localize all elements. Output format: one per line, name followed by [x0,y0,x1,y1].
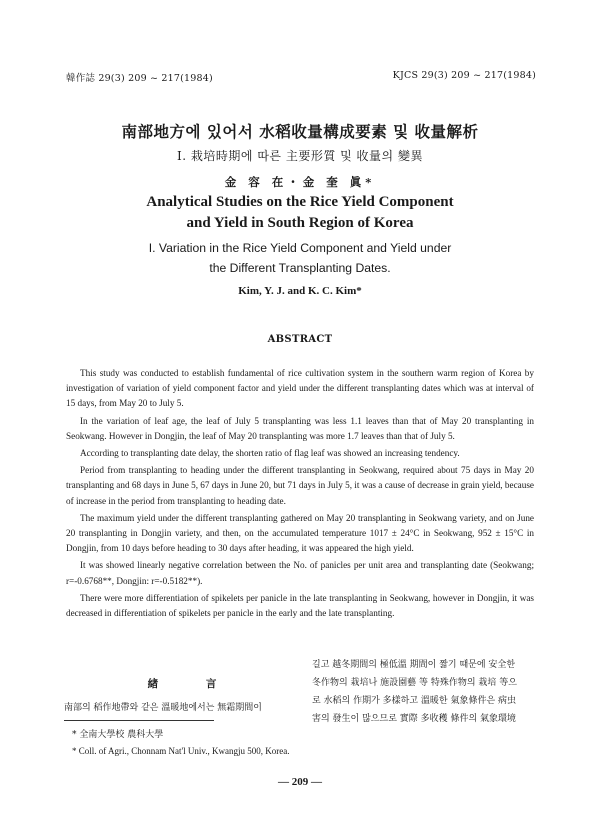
abstract-paragraph: According to transplanting date delay, the shorten ratio of flag leaf was showed an increasing tendency. [80,448,460,459]
english-title-line-1: Analytical Studies on the Rice Yield Component [146,194,454,210]
korean-title: 南部地方에 있어서 水稻收量構成要素 및 收量解析 [121,122,479,141]
abstract-body [66,366,534,623]
intro-left-line: 南部의 稻作地帶와 같은 溫暖地에서는 無霜期間이 [64,703,262,713]
intro-right-line: 길고 越冬期間의 極低溫 期間이 짧기 때문에 安全한 [312,660,516,670]
footnote-divider [64,720,214,721]
abstract-paragraph: In the variation of leaf age, the leaf of July 5 transplanting was less 1.1 leaves than that of May 20 transplanting in Seokwang. However in Dongjin, the leaf of May 20 transplanting was more 1.7 leaves than that of July 5. [66,415,534,441]
abstract-paragraph: The maximum yield under the different transplanting gathered on May 20 transplanting in Seokwang variety, and on June 20 transplanting in Dongjin variety, and then, on the accumulated temperature 1017 ± 24°C in Seokwang, 952 ± 15°C in Dongjin, from 10 days before heading to 30 days after heading, it was appeared the high yield. [66,512,534,554]
english-subtitle-line-2: the Different Transplanting Dates. [209,261,391,275]
intro-right-line: 害의 發生이 많으므로 實際 多收穫 條件의 氣象環境 [312,714,517,724]
abstract-paragraph: It was showed linearly negative correlation between the No. of panicles per unit area and transplanting date (Seokwang; r=-0.6768**, Dongjin: r=-0.5182**). [66,560,534,586]
journal-header-left: 韓作誌 29(3) 209 ~ 217(1984) [66,73,213,84]
page-number: — 209 — [278,776,322,788]
english-title-line-2: and Yield in South Region of Korea [186,215,414,231]
footnotes [72,727,290,759]
intro-left-column [64,656,300,717]
korean-authors: 金 容 在・金 奎 眞* [224,175,376,189]
korean-subtitle: I. 栽培時期에 따른 主要形質 및 收量의 變異 [177,149,423,163]
intro-heading: 緖 言 [147,678,239,690]
abstract-heading: ABSTRACT [267,334,333,345]
intro-right-line: 로 水稻의 作期가 多樣하고 溫暖한 氣象條件은 病虫 [312,696,517,706]
abstract-paragraph: There were more differentiation of spikelets per panicle in the late transplanting in Seokwang, however in Dongjin, it was decreased in differentiation of spikelets per panicle in the early and the late transplanting. [66,592,534,619]
footnote-english: * Coll. of Agri., Chonnam Nat'l Univ., Kwangju 500, Korea. [72,746,290,756]
footnote-korean: * 全南大學校 農科大學 [72,730,164,740]
english-authors: Kim, Y. J. and K. C. Kim* [238,285,362,297]
intro-right-column [312,656,538,728]
journal-header-right: KJCS 29(3) 209 ~ 217(1984) [392,70,536,81]
abstract-paragraph: This study was conducted to establish fundamental of rice cultivation system in the southern warm region of Korea by investigation of variation of yield component factor and yield under the different transplanting dates which was at interval of 15 days, from May 20 to July 5. [66,368,534,409]
intro-right-line: 冬作物의 栽培나 施設園藝 等 特殊作物의 栽培 等으 [312,678,517,688]
abstract-paragraph: Period from transplanting to heading under the different transplanting in Seokwang, required about 75 days in May 20 transplanting and 68 days in June 5, 67 days in June 20, but 71 days in July 5, it was a cause of decrease in grain yield, because of increase in the period from transplanting to heading date. [66,465,534,506]
english-subtitle-line-1: I. Variation in the Rice Yield Component and Yield under [148,241,452,255]
